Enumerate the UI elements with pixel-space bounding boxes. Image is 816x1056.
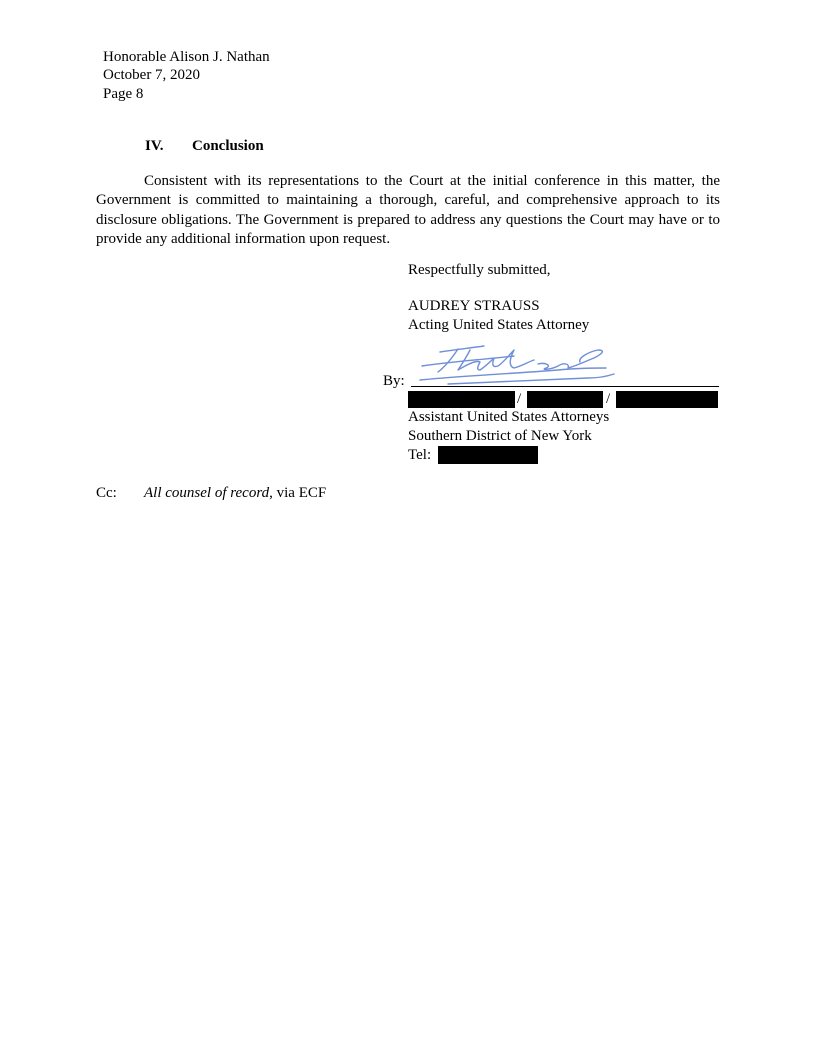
redacted-name-2 [527,391,603,408]
signer-name: AUDREY STRAUSS [408,298,540,314]
office-district: Southern District of New York [408,428,592,444]
cc-label: Cc: [96,485,117,501]
cc-recipients [144,484,326,503]
cc-method: , via ECF [269,485,327,501]
name-separator: / [517,391,522,407]
section-number: IV. [145,138,164,154]
by-label: By: [383,373,405,389]
cc-recipient-list: All counsel of record [144,485,270,501]
tel-label: Tel: [408,447,432,463]
letter-date: October 7, 2020 [103,67,201,83]
redacted-name-3 [616,391,718,408]
section-title: Conclusion [192,138,264,154]
closing-salutation: Respectfully submitted, [408,262,551,278]
office-title: Assistant United States Attorneys [408,409,610,425]
redacted-phone [438,446,538,464]
conclusion-paragraph: Consistent with its representations to the Court at the initial conference in this matter, the Government is committed to maintaining a thorough, careful, and comprehensive approach to its disclosure obligations. The Government is prepared to address any questions the Court may have or to provide any additional information upon request. [96,173,720,247]
page-number: Page 8 [103,86,144,102]
name-separator: / [606,391,611,407]
redacted-name-1 [408,391,515,408]
handwritten-signature [418,340,628,392]
signer-title: Acting United States Attorney [408,317,590,333]
recipient-line: Honorable Alison J. Nathan [103,49,270,65]
